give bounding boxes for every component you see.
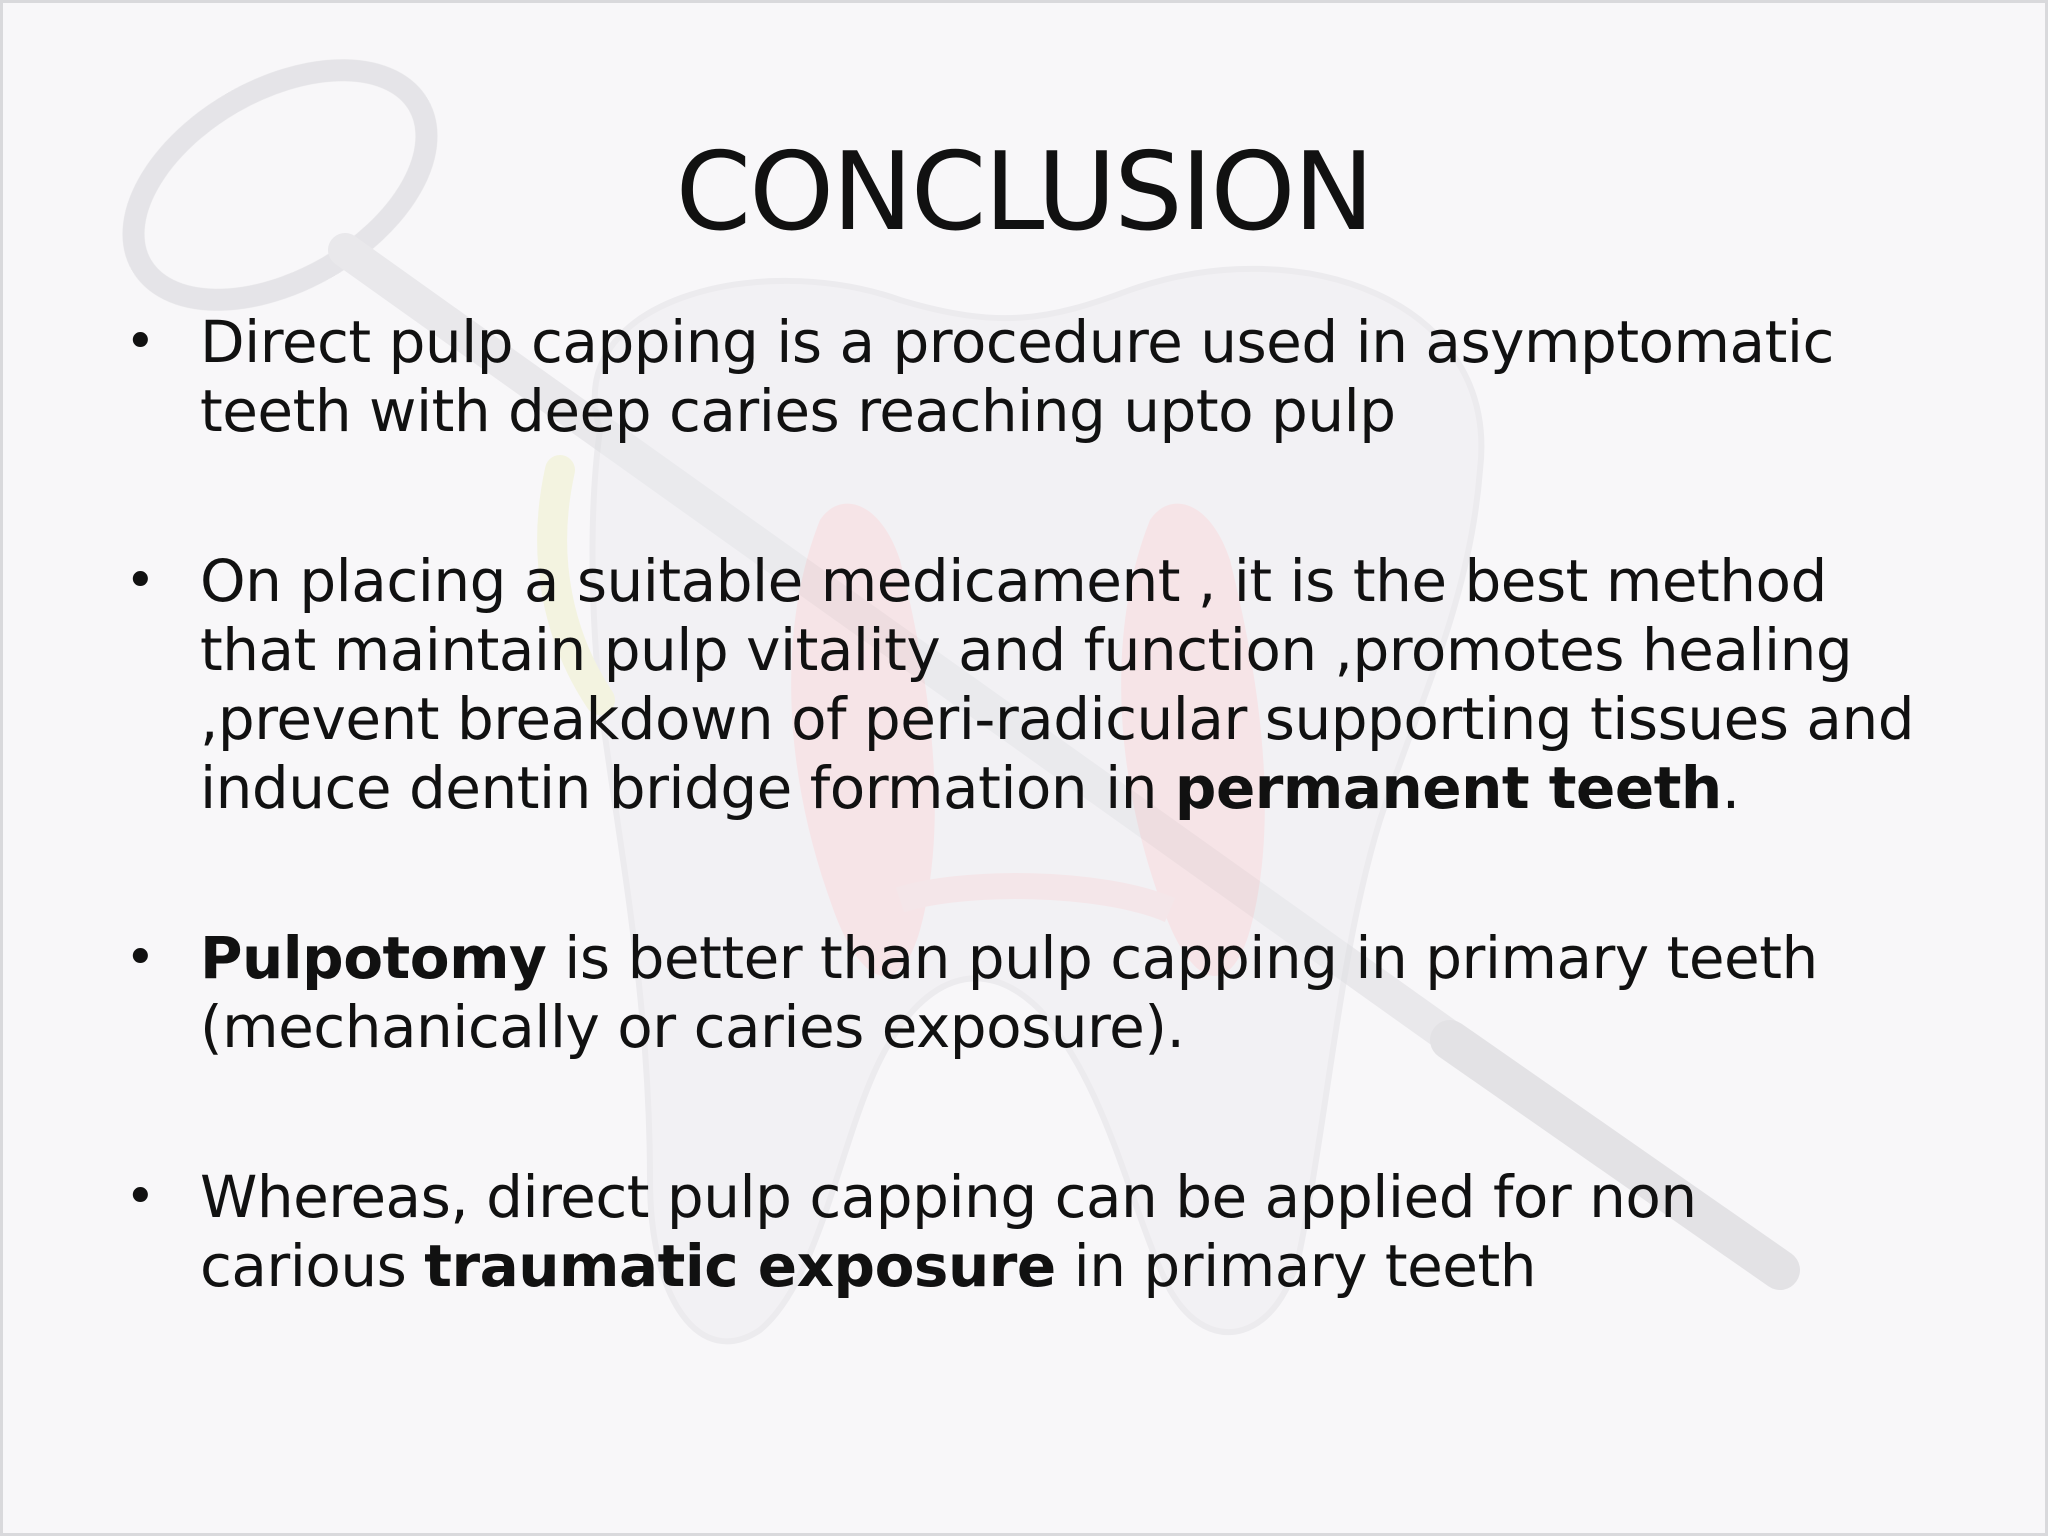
bullet-text: Whereas, direct pulp capping can be applied for non carious	[200, 1163, 1697, 1300]
bullet-item	[120, 924, 1920, 1062]
bullet-bold-text: Pulpotomy	[200, 924, 547, 992]
bullet-text: Direct pulp capping is a procedure used in asymptomatic teeth with deep caries reaching upto pulp	[200, 308, 1834, 445]
bullet-marker: •	[125, 312, 156, 372]
bullet-text: .	[1721, 754, 1740, 822]
bullet-marker: •	[125, 1167, 156, 1227]
bullet-marker: •	[125, 551, 156, 611]
bullet-bold-text: traumatic exposure	[424, 1232, 1056, 1300]
bullet-list	[120, 308, 1920, 1301]
bullet-marker: •	[125, 928, 156, 988]
slide-title: CONCLUSION	[675, 130, 1373, 255]
bullet-item	[120, 308, 1920, 446]
bullet-text: is better than pulp capping in primary teeth (mechanically or caries exposure).	[200, 924, 1818, 1061]
bullet-text: in primary teeth	[1055, 1232, 1536, 1300]
bullet-item	[120, 547, 1920, 823]
bullet-bold-text: permanent teeth	[1174, 754, 1722, 822]
bullet-text: On placing a suitable medicament , it is the best method that maintain pulp vitality and function ,promotes healing ,prevent breakdown of peri-radicular supporting tissues and induce dentin bridge formation in	[200, 547, 1915, 822]
bullet-item	[120, 1163, 1920, 1301]
